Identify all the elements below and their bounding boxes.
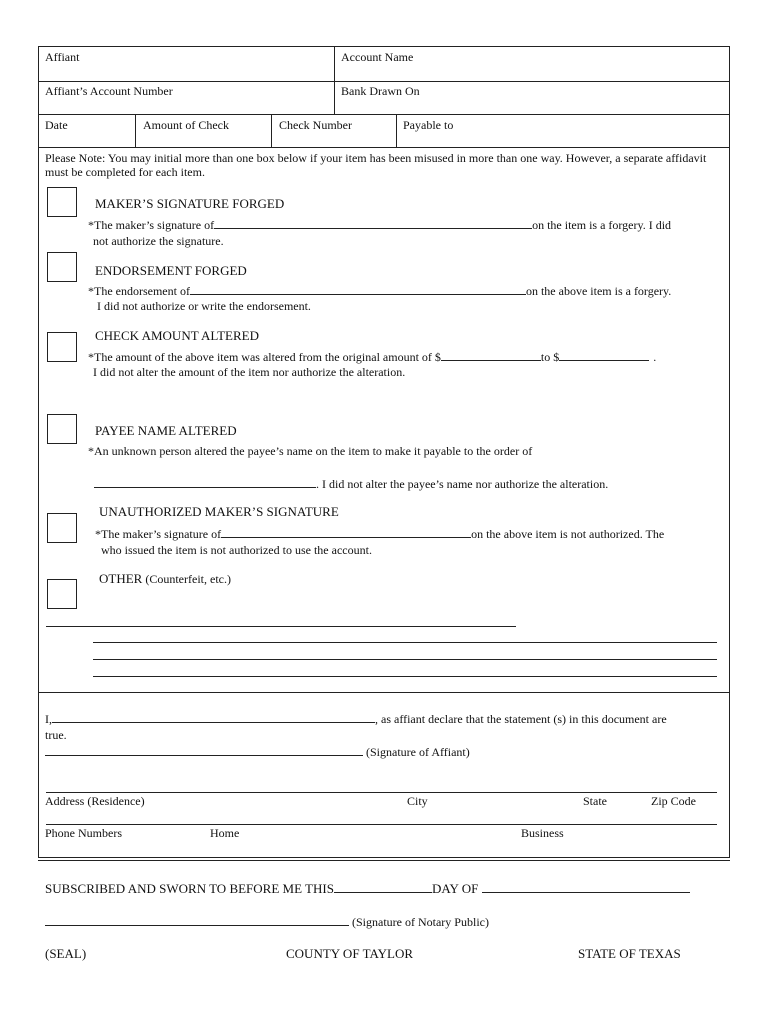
phone-line[interactable] <box>46 824 717 825</box>
unauthorized-makers-signature-line2: who issued the item is not authorized to use the account. <box>101 543 372 557</box>
other-description-line[interactable] <box>93 676 717 677</box>
payable-to-label: Payable to <box>403 118 454 132</box>
grid-line <box>38 114 730 115</box>
payee-name-field[interactable] <box>94 476 316 488</box>
zip-code-label: Zip Code <box>651 794 696 808</box>
declaration-line2: true. <box>45 728 67 742</box>
payee-name-altered-checkbox[interactable] <box>47 414 77 444</box>
check-amount-altered-title: CHECK AMOUNT ALTERED <box>95 328 259 343</box>
check-amount-altered-line1: *The amount of the above item was altered from the original amount of $ to $ . <box>88 350 657 364</box>
other-description-line[interactable] <box>46 626 516 627</box>
grid-line <box>396 114 397 147</box>
endorsement-forged-checkbox[interactable] <box>47 252 77 282</box>
original-amount-field[interactable] <box>441 349 541 361</box>
other-description-line[interactable] <box>93 642 717 643</box>
unauthorized-makers-signature-line1: *The maker’s signature of on the above item is not authorized. The <box>95 527 665 541</box>
date-label: Date <box>45 118 68 132</box>
makers-signature-forged-title: MAKER’S SIGNATURE FORGED <box>95 196 285 211</box>
bank-drawn-on-label: Bank Drawn On <box>341 84 420 98</box>
affiant-signature-field[interactable] <box>45 744 363 756</box>
state-label: State <box>583 794 607 808</box>
payee-name-altered-title: PAYEE NAME ALTERED <box>95 423 237 438</box>
month-field[interactable] <box>482 881 690 893</box>
makers-signature-forged-checkbox[interactable] <box>47 187 77 217</box>
declaration-line: I, , as affiant declare that the statement (s) in this document are <box>45 712 667 726</box>
phone-numbers-label: Phone Numbers <box>45 826 122 840</box>
grid-line <box>38 81 730 82</box>
check-number-label: Check Number <box>279 118 352 132</box>
makers-signature-forged-line2: not authorize the signature. <box>93 234 224 248</box>
makers-signature-forged-line1: *The maker’s signature of on the item is a forgery. I did <box>88 218 672 232</box>
business-label: Business <box>521 826 564 840</box>
grid-line <box>38 147 730 148</box>
payee-name-altered-line1: *An unknown person altered the payee’s name on the item to make it payable to the order of <box>88 444 533 458</box>
please-note: Please Note: You may initial more than one box below if your item has been misused in more than one way. However, a separate affidavit must be completed for each item. <box>45 151 707 179</box>
notary-signature-line: (Signature of Notary Public) <box>45 914 489 929</box>
notary-signature-field[interactable] <box>45 914 349 926</box>
check-amount-altered-checkbox[interactable] <box>47 332 77 362</box>
payee-name-altered-line2: . I did not alter the payee’s name nor authorize the alteration. <box>94 476 608 491</box>
state-of-texas-label: STATE OF TEXAS <box>578 946 681 961</box>
check-amount-altered-line2: I did not alter the amount of the item nor authorize the alteration. <box>93 365 406 379</box>
address-label: Address (Residence) <box>45 794 145 808</box>
subscribed-line: SUBSCRIBED AND SWORN TO BEFORE ME THIS DAY OF <box>45 881 690 896</box>
other-checkbox[interactable] <box>47 579 77 609</box>
seal-label: (SEAL) <box>45 946 87 961</box>
affiant-account-number-label: Affiant’s Account Number <box>45 84 173 98</box>
endorsement-field[interactable] <box>190 283 526 295</box>
unauthorized-makers-signature-title: UNAUTHORIZED MAKER’S SIGNATURE <box>99 504 339 519</box>
affiant-signature-line: (Signature of Affiant) <box>45 744 470 759</box>
address-line[interactable] <box>46 792 717 793</box>
county-label: COUNTY OF TAYLOR <box>286 946 414 961</box>
unauthorized-makers-signature-checkbox[interactable] <box>47 513 77 543</box>
grid-line <box>271 114 272 147</box>
section-divider <box>38 692 730 693</box>
day-field[interactable] <box>334 881 432 893</box>
grid-line <box>334 46 335 114</box>
altered-amount-field[interactable] <box>559 349 649 361</box>
city-label: City <box>407 794 428 808</box>
bottom-rule <box>38 860 730 861</box>
endorsement-forged-line1: *The endorsement of on the above item is a forgery. <box>88 284 672 298</box>
account-name-label: Account Name <box>341 50 414 64</box>
maker-signature-field[interactable] <box>214 217 532 229</box>
endorsement-forged-title: ENDORSEMENT FORGED <box>95 263 247 278</box>
home-label: Home <box>210 826 240 840</box>
other-description-line[interactable] <box>93 659 717 660</box>
endorsement-forged-line2: I did not authorize or write the endorsement. <box>97 299 311 313</box>
amount-of-check-label: Amount of Check <box>143 118 229 132</box>
affiant-name-field[interactable] <box>52 711 375 723</box>
other-title-line: OTHER (Counterfeit, etc.) <box>99 571 231 586</box>
grid-line <box>135 114 136 147</box>
unauthorized-signature-field[interactable] <box>221 526 471 538</box>
affiant-label: Affiant <box>45 50 80 64</box>
